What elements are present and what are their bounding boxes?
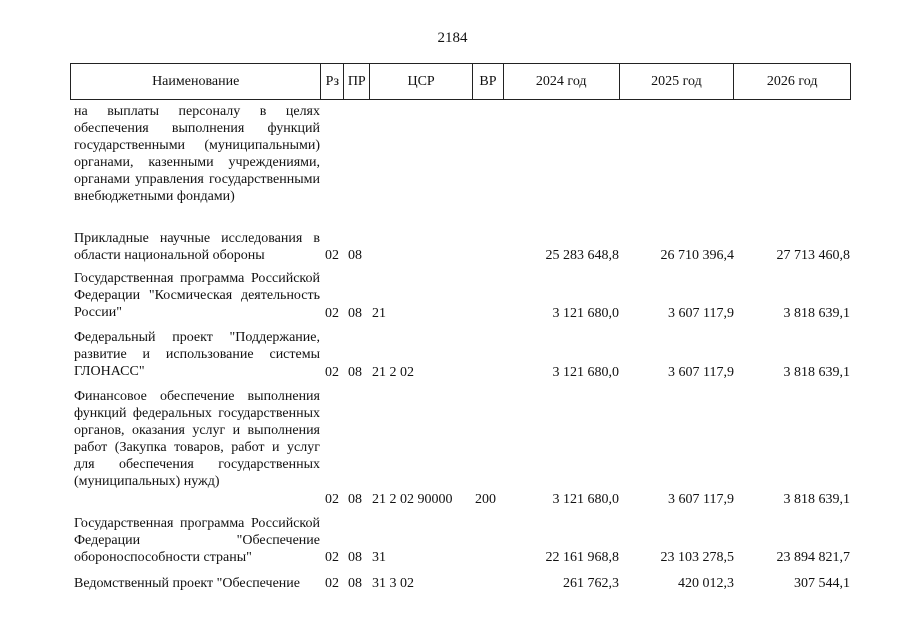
row-2026: 3 818 639,1 — [783, 492, 850, 507]
row-name: Ведомственный проект "Обеспечение — [74, 576, 301, 591]
row-pr: 08 — [348, 248, 362, 263]
row-2024: 25 283 648,8 — [545, 248, 619, 263]
row-rz: 02 — [325, 248, 339, 263]
row-2025: 420 012,3 — [678, 576, 734, 591]
header-pr: ПР — [344, 64, 370, 99]
header-csr: ЦСР — [370, 64, 473, 99]
row-2024: 3 121 680,0 — [552, 306, 619, 321]
row-name: Государственная программа Российской Федерации "Космическая деятельность России" — [74, 271, 320, 320]
row-2024: 261 762,3 — [563, 576, 619, 591]
row-csr: 31 — [372, 550, 386, 565]
header-vr: ВР — [473, 64, 504, 99]
row-pr: 08 — [348, 365, 362, 380]
row-csr: 21 2 02 90000 — [372, 492, 453, 507]
row-rz: 02 — [325, 492, 339, 507]
row-rz: 02 — [325, 365, 339, 380]
page-number: 2184 — [437, 30, 468, 46]
header-2024: 2024 год — [504, 64, 620, 99]
row-name: Прикладные научные исследования в области национальной обороны — [74, 231, 320, 263]
row-2024: 3 121 680,0 — [552, 365, 619, 380]
row-pr: 08 — [348, 306, 362, 321]
header-name: Наименование — [71, 64, 321, 99]
header-2025: 2025 год — [620, 64, 735, 99]
row-2025: 23 103 278,5 — [660, 550, 734, 565]
row-csr: 31 3 02 — [372, 576, 414, 591]
row-name: Федеральный проект "Поддержание, развитие и использование системы ГЛОНАСС" — [74, 330, 320, 379]
row-name: Финансовое обеспечение выполнения функций федеральных государственных органов, оказания услуг и выполнения работ (Закупка товаров, работ и услуг для обеспечения государственных (муниципальных) нужд) — [74, 389, 320, 489]
row-csr: 21 — [372, 306, 386, 321]
row-csr: 21 2 02 — [372, 365, 414, 380]
row-2025: 26 710 396,4 — [660, 248, 734, 263]
row-rz: 02 — [325, 306, 339, 321]
row-2026: 3 818 639,1 — [783, 365, 850, 380]
row-pr: 08 — [348, 576, 362, 591]
row-2025: 3 607 117,9 — [668, 365, 734, 380]
row-pr: 08 — [348, 492, 362, 507]
row-name: Государственная программа Российской Федерации "Обеспечение обороноспособности страны" — [74, 516, 320, 565]
header-rz: Рз — [321, 64, 344, 99]
row-rz: 02 — [325, 576, 339, 591]
row-2026: 3 818 639,1 — [783, 306, 850, 321]
row-2026: 23 894 821,7 — [776, 550, 850, 565]
header-2026: 2026 год — [766, 73, 818, 89]
row-2026: 27 713 460,8 — [776, 248, 850, 263]
row-2025: 3 607 117,9 — [668, 306, 734, 321]
row-2025: 3 607 117,9 — [668, 492, 734, 507]
row-2026: 307 544,1 — [794, 576, 850, 591]
row-2024: 22 161 968,8 — [545, 550, 619, 565]
row-vr: 200 — [475, 492, 496, 507]
row-pr: 08 — [348, 550, 362, 565]
row-rz: 02 — [325, 550, 339, 565]
row-name: на выплаты персоналу в целях обеспечения выполнения функций государственными (муниципальными) органами, казенными учреждениями, органами управления государственными внебюджетными фондами) — [74, 104, 320, 204]
row-2024: 3 121 680,0 — [552, 492, 619, 507]
